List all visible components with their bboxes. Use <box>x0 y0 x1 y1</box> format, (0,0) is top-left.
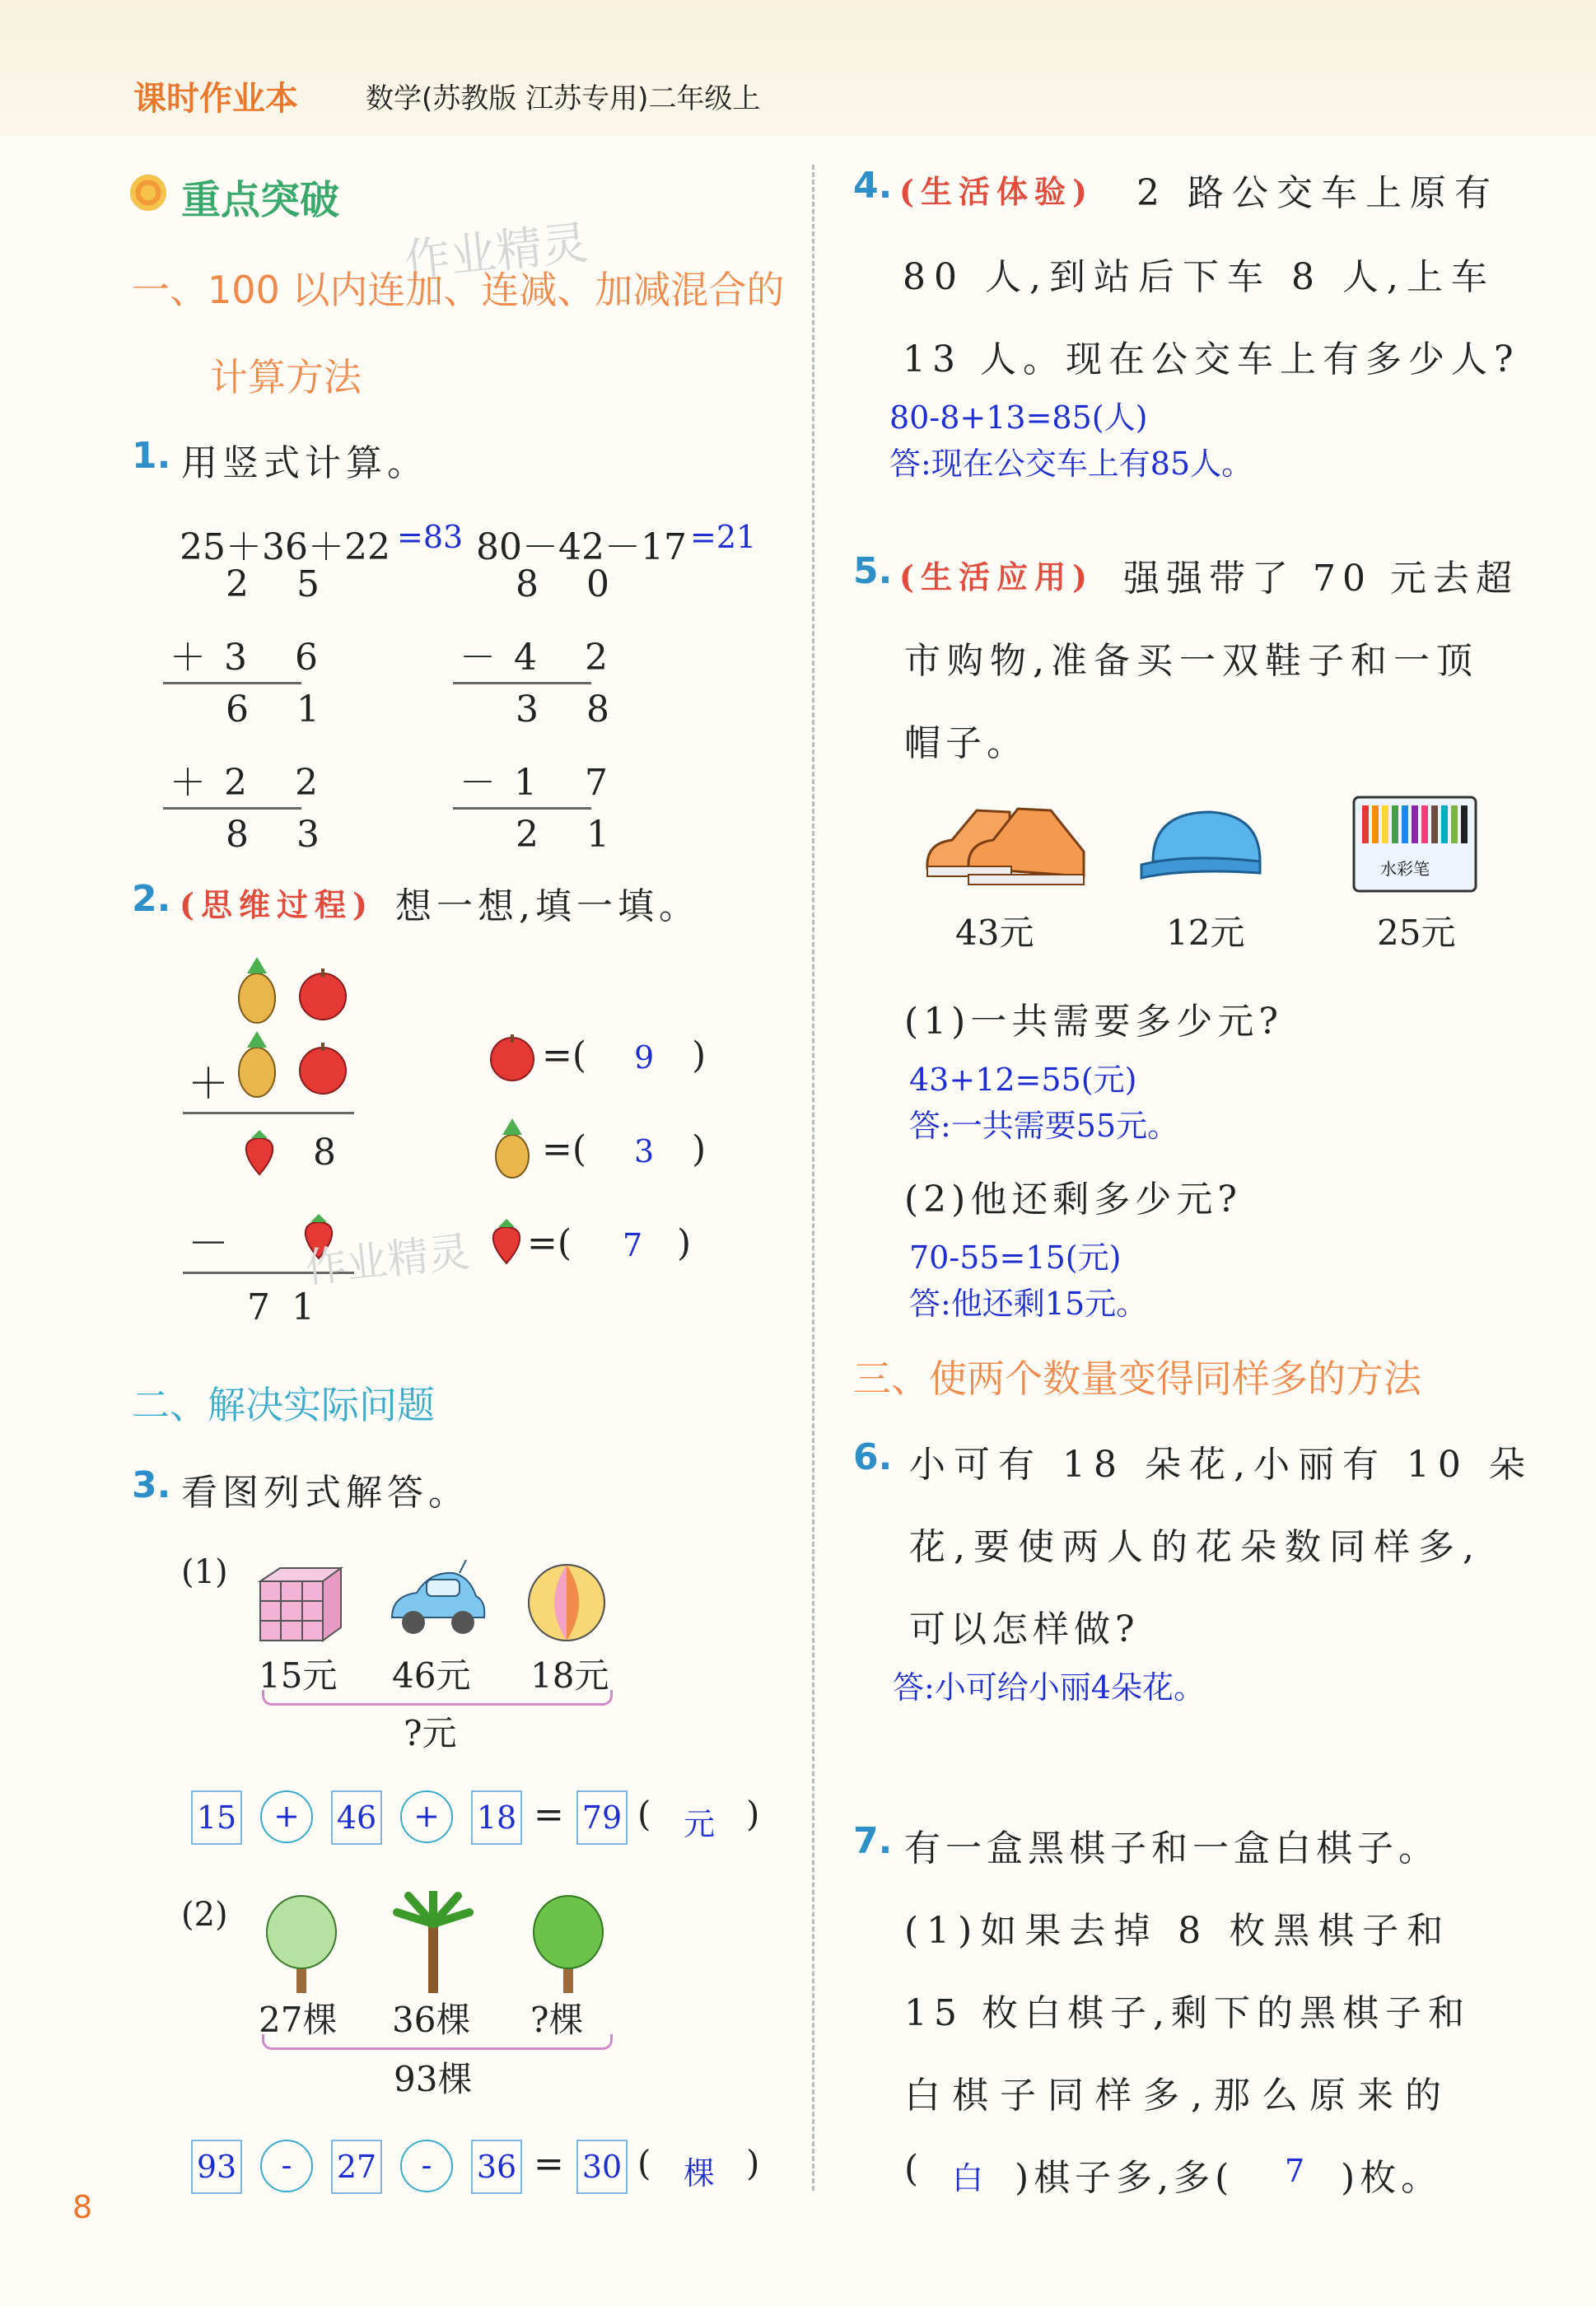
q3-p2-equals: = <box>534 2143 564 2185</box>
q3-p1-total: ?元 <box>404 1713 457 1753</box>
q3-p1-brace <box>262 1690 613 1706</box>
page-number: 8 <box>72 2189 93 2225</box>
q2-text: 想一想,填一填。 <box>395 885 700 927</box>
pineapple-icon <box>239 1031 275 1097</box>
q3-p1-box-3: 18 <box>471 1790 522 1845</box>
apple-icon <box>300 1043 346 1094</box>
apple-icon <box>300 969 346 1020</box>
q3-p2-box-3: 36 <box>471 2140 522 2194</box>
q1-vert-b-row3: 3 8 <box>516 689 628 731</box>
q3-p2-count-2: 36棵 <box>392 2000 471 2040</box>
q3-p1-box-2: 46 <box>331 1790 382 1845</box>
q1-vert-a-row1: 2 5 <box>226 563 338 605</box>
q2-eight: 8 <box>313 1132 336 1174</box>
q5-number: 5. <box>853 550 893 592</box>
pineapple-icon <box>239 957 275 1023</box>
q1-expr-b: 80－42－17 <box>476 526 687 568</box>
apple-icon <box>486 1031 539 1084</box>
q1-vert-a-row4: ＋2 2 <box>170 762 336 804</box>
q1-vert-a-line2 <box>163 807 301 810</box>
q7-line-2: 15 枚白棋子,剩下的黑棋子和 <box>904 1992 1471 2034</box>
q2-number: 2. <box>132 878 171 920</box>
strawberry-icon <box>486 1217 527 1268</box>
q2-apple-eq: =( <box>542 1034 587 1076</box>
q3-part2-label: (2) <box>181 1896 228 1934</box>
q3-p1-op-1: + <box>260 1790 313 1843</box>
q1-number: 1. <box>132 435 171 477</box>
q4-number: 4. <box>853 165 893 207</box>
watercolor-pens-icon <box>1351 794 1479 894</box>
q7-last-a: ( <box>904 2148 924 2190</box>
q2-row1-fruits <box>181 955 379 1029</box>
q1-vert-b-row4: －1 7 <box>460 762 626 804</box>
q3-p2-box-1: 93 <box>191 2140 242 2194</box>
q5-tag: (生活应用) <box>899 558 1094 595</box>
q3-p2-brace <box>262 2034 613 2050</box>
q5-sub1-answer-2: 答:一共需要55元。 <box>909 1108 1179 1144</box>
q2-plus-sign: ＋ <box>188 1060 229 1108</box>
q3-p2-op-2: - <box>400 2140 453 2192</box>
toy-car-icon <box>384 1560 491 1644</box>
q2-strawberry-eq: =( <box>527 1222 572 1264</box>
q1-vert-b-line1 <box>453 682 591 684</box>
q5-line-2: 市购物,准备买一双鞋子和一顶 <box>904 640 1479 682</box>
q5-sub2-answer-2: 答:他还剩15元。 <box>909 1286 1148 1322</box>
q7-line-3: 白棋子同样多,那么原来的 <box>904 2075 1453 2117</box>
q3-text: 看图列式解答。 <box>181 1472 469 1514</box>
q2-row2-fruits <box>181 1029 379 1104</box>
q3-p2-unit-close: ) <box>746 2143 760 2183</box>
q2-pineapple-eq: =( <box>542 1128 587 1170</box>
q2-tag: (思维过程) <box>180 886 374 923</box>
section-heading: 重点突破 <box>181 177 340 223</box>
q3-p2-op-1: - <box>260 2140 313 2192</box>
q5-line-1: 强强带了 70 元去超 <box>1123 558 1519 600</box>
q7-text: 有一盒黑棋子和一盒白棋子。 <box>904 1828 1440 1870</box>
q6-line-2: 花,要使两人的花朵数同样多, <box>909 1526 1482 1568</box>
rubiks-cube-icon <box>255 1565 346 1644</box>
q3-p2-count-3: ?棵 <box>530 2000 584 2040</box>
q3-p2-box-2: 27 <box>331 2140 382 2194</box>
topic-1-line1: 一、100 以内连加、连减、加减混合的 <box>132 268 785 312</box>
q6-line-3: 可以怎样做? <box>909 1608 1140 1650</box>
q2-strawberry-answer: 7 <box>623 1227 643 1263</box>
watermark: 作业精灵 <box>401 216 591 289</box>
q3-p1-result: 79 <box>576 1790 628 1845</box>
section-logo-icon <box>130 175 166 211</box>
q5-sub1-answer-1: 43+12=55(元) <box>909 1062 1137 1098</box>
q5-sub1: (1)一共需要多少元? <box>904 1001 1283 1043</box>
q3-p1-unit-close: ) <box>746 1794 760 1834</box>
topic-1-line2: 计算方法 <box>210 355 362 399</box>
q2-pineapple-close: ) <box>692 1128 707 1170</box>
q3-p2-unit: 棵 <box>684 2155 716 2192</box>
column-divider <box>812 165 814 2191</box>
q7-number: 7. <box>853 1820 893 1862</box>
q4-answer-1: 80-8+13=85(人) <box>889 399 1148 436</box>
q1-vert-b-row1: 8 0 <box>516 563 628 605</box>
q3-p1-price-1: 15元 <box>259 1655 338 1696</box>
q2-pineapple-answer: 3 <box>634 1133 655 1169</box>
q2-strawberry-close: ) <box>677 1222 692 1264</box>
q1-answer-a: =83 <box>397 519 464 555</box>
shoes-icon <box>919 794 1092 893</box>
q2-seven-one: 7 1 <box>247 1286 320 1328</box>
q7-last-b: )棋子多,多( <box>1015 2157 1234 2199</box>
q1-vert-a-row2: ＋3 6 <box>170 637 336 679</box>
q5-price-pens: 25元 <box>1377 913 1456 953</box>
palm-tree-icon <box>392 1891 474 1995</box>
q3-p2-unit-open: ( <box>637 2143 651 2183</box>
q3-p1-price-2: 46元 <box>392 1655 471 1696</box>
q5-price-cap: 12元 <box>1166 913 1245 953</box>
q7-last-c: )枚。 <box>1341 2157 1443 2199</box>
q3-p2-total: 93棵 <box>394 2059 473 2099</box>
q3-p1-op-2: + <box>400 1790 453 1843</box>
q3-p1-unit: 元 <box>684 1806 716 1842</box>
q4-tag: (生活体验) <box>899 173 1094 210</box>
q3-p1-unit-open: ( <box>637 1794 651 1834</box>
q1-vert-b-line2 <box>453 807 591 810</box>
q2-line1 <box>183 1112 354 1114</box>
q7-answer-color: 白 <box>952 2160 984 2196</box>
q4-line-1: 2 路公交车上原有 <box>1136 172 1499 214</box>
q1-expr-a: 25＋36＋22 <box>180 526 390 568</box>
q3-p2-result: 30 <box>576 2140 628 2194</box>
ball-icon <box>525 1561 608 1644</box>
q2-apple-close: ) <box>692 1034 707 1076</box>
q3-p1-equals: = <box>534 1794 564 1836</box>
q3-part1-label: (1) <box>181 1553 228 1591</box>
q2-minus-sign: － <box>188 1220 229 1267</box>
q5-line-3: 帽子。 <box>904 722 1028 764</box>
q2-apple-answer: 9 <box>634 1039 655 1076</box>
watermark: 作业精灵 <box>302 1227 472 1293</box>
book-subtitle: 数学(苏教版 江苏专用)二年级上 <box>366 82 761 115</box>
q1-answer-b: =21 <box>690 519 757 555</box>
q5-price-shoes: 43元 <box>955 913 1034 953</box>
cap-icon <box>1136 804 1268 889</box>
q1-text: 用竖式计算。 <box>181 442 428 484</box>
q4-answer-2: 答:现在公交车上有85人。 <box>889 446 1253 482</box>
q3-p1-price-3: 18元 <box>530 1655 609 1696</box>
q1-vert-b-row5: 2 1 <box>516 814 628 856</box>
strawberry-icon <box>239 1128 280 1178</box>
q7-answer-number: 7 <box>1285 2153 1305 2189</box>
q6-line-1: 小可有 18 朵花,小丽有 10 朵 <box>909 1444 1533 1486</box>
q6-answer: 答:小可给小丽4朵花。 <box>893 1669 1205 1706</box>
topic-3: 三、使两个数量变得同样多的方法 <box>853 1356 1421 1401</box>
q5-sub2: (2)他还剩多少元? <box>904 1179 1242 1221</box>
topic-2: 二、解决实际问题 <box>132 1383 435 1427</box>
q1-vert-a-row5: 8 3 <box>226 814 338 856</box>
q3-number: 3. <box>132 1464 171 1506</box>
q3-p1-box-1: 15 <box>191 1790 242 1845</box>
pen-box-label: 水彩笔 <box>1380 859 1430 879</box>
q1-vert-a-line1 <box>163 682 301 684</box>
q4-line-2: 80 人,到站后下车 8 人,上车 <box>903 256 1496 298</box>
tree-icon <box>527 1893 609 1995</box>
q5-sub2-answer-1: 70-55=15(元) <box>909 1239 1122 1276</box>
q3-p2-count-1: 27棵 <box>259 2000 338 2040</box>
pineapple-icon <box>486 1115 539 1181</box>
q7-line-1: (1)如果去掉 8 枚黑棋子和 <box>904 1910 1452 1952</box>
tree-icon <box>260 1893 343 1995</box>
q6-number: 6. <box>853 1436 893 1478</box>
q4-line-3: 13 人。现在公交车上有多少人? <box>903 338 1520 380</box>
q1-vert-b-row2: －4 2 <box>460 637 626 679</box>
q1-vert-a-row3: 6 1 <box>226 689 338 731</box>
book-title: 课时作业本 <box>133 80 298 118</box>
